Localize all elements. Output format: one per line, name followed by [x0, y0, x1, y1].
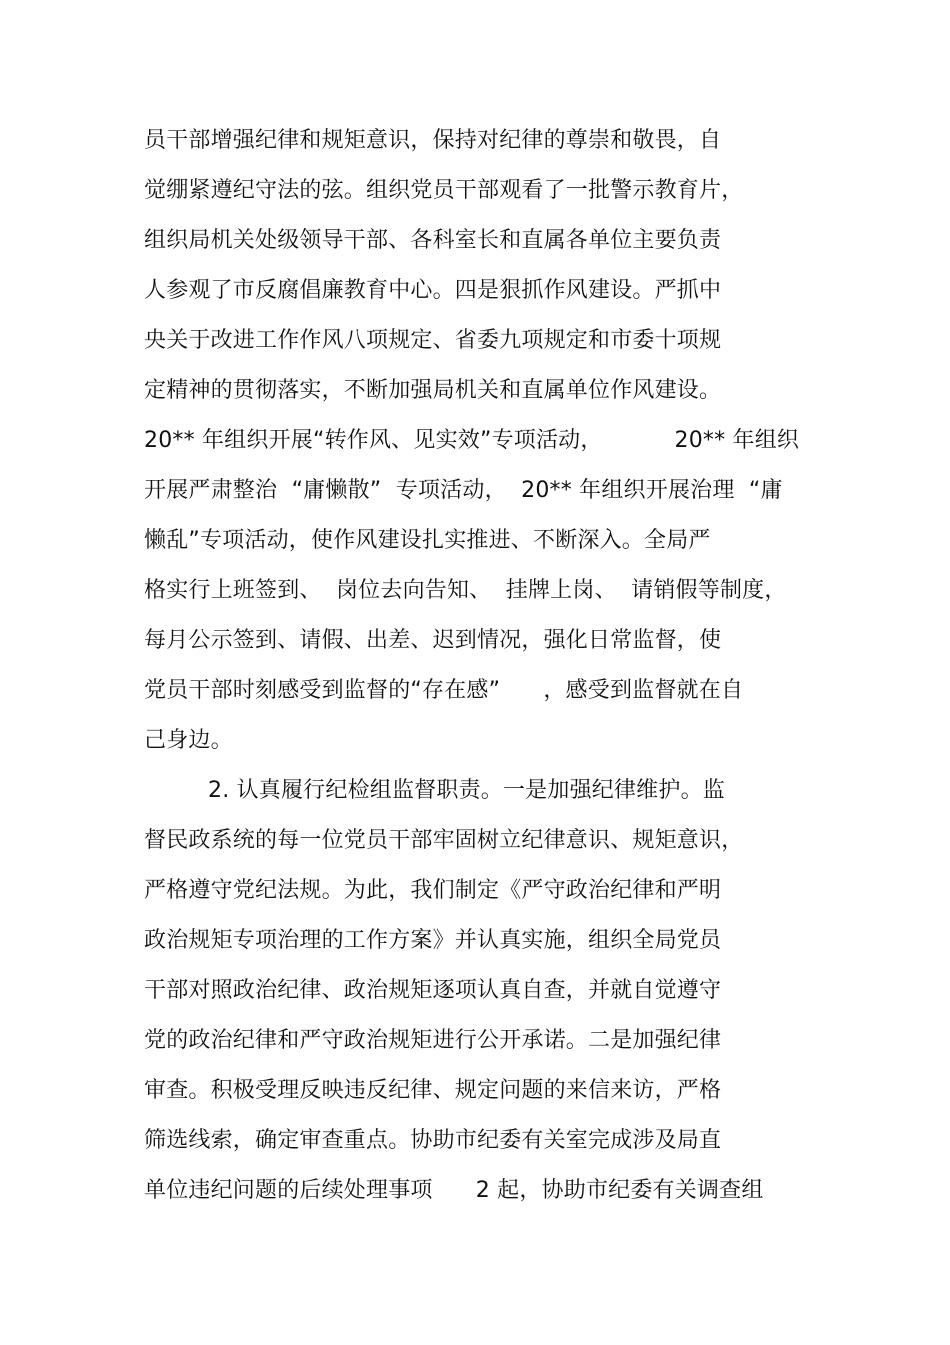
text-line: 央关于改进工作作风八项规定、省委九项规定和市委十项规 — [144, 328, 722, 353]
text-line: 每月公示签到、请假、出差、迟到情况，强化日常监督，使 — [144, 628, 722, 653]
text-line: 己身边。 — [144, 728, 233, 753]
text-line: 员干部增强纪律和规矩意识，保持对纪律的尊崇和敬畏，自 — [144, 128, 722, 153]
text-line: 党的政治纪律和严守政治规矩进行公开承诺。二是加强纪律 — [144, 1028, 722, 1053]
text-line: 督民政系统的每一位党员干部牢固树立纪律意识、规矩意识， — [144, 828, 744, 853]
text-line: 觉绷紧遵纪守法的弦。组织党员干部观看了一批警示教育片， — [144, 178, 744, 203]
text-line: 审查。积极受理反映违反纪律、规定问题的来信来访，严格 — [144, 1078, 722, 1103]
text-line: 懒乱”专项活动，使作风建设扎实推进、不断深入。全局严 — [144, 528, 711, 553]
text-line: 党员干部时刻感受到监督的“存在感” ，感受到监督就在自 — [144, 678, 744, 703]
text-line: 20** 年组织开展“转作风、见实效”专项活动， 20** 年组织 — [144, 428, 800, 453]
text-line: 格实行上班签到、 岗位去向告知、 挂牌上岗、 请销假等制度， — [144, 578, 787, 603]
text-line: 定精神的贯彻落实，不断加强局机关和直属单位作风建设。 — [144, 378, 722, 403]
text-line: 筛选线索，确定审查重点。协助市纪委有关室完成涉及局直 — [144, 1128, 722, 1153]
text-line: 干部对照政治纪律、政治规矩逐项认真自查，并就自觉遵守 — [144, 978, 722, 1003]
text-line: 单位违纪问题的后续处理事项 2 起，协助市纪委有关调查组 — [144, 1178, 764, 1203]
text-line: 政治规矩专项治理的工作方案》并认真实施，组织全局党员 — [144, 928, 722, 953]
text-line: 组织局机关处级领导干部、各科室长和直属各单位主要负责 — [144, 228, 722, 253]
text-line: 开展严肃整治 “庸懒散” 专项活动， 20** 年组织开展治理 “庸 — [144, 478, 783, 503]
text-line: 人参观了市反腐倡廉教育中心。四是狠抓作风建设。严抓中 — [144, 278, 722, 303]
text-line: 严格遵守党纪法规。为此，我们制定《严守政治纪律和严明 — [144, 878, 722, 903]
section-heading-line: 2. 认真履行纪检组监督职责。一是加强纪律维护。监 — [208, 778, 725, 803]
